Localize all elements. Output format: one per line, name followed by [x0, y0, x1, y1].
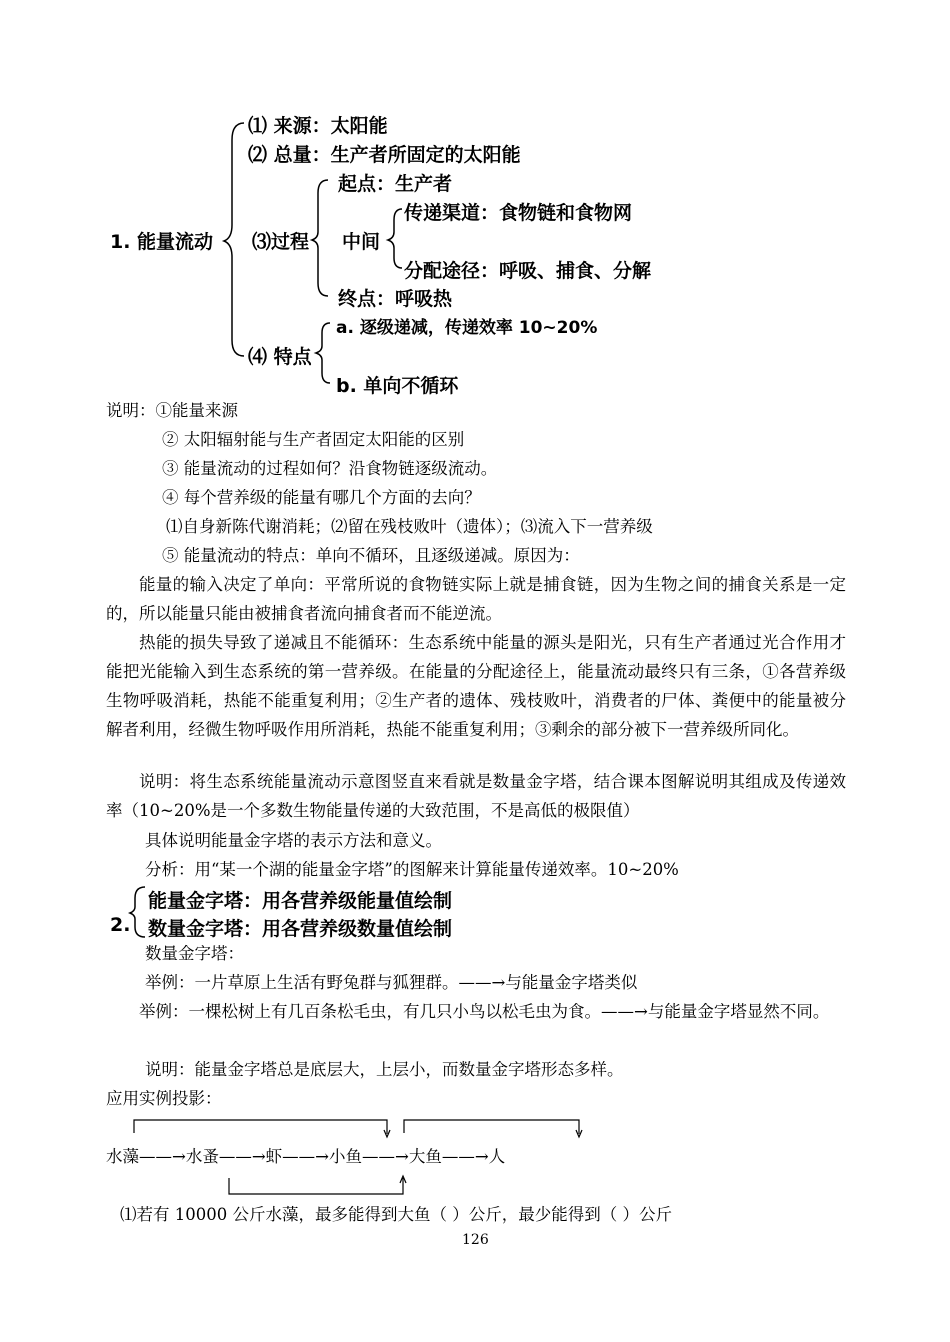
outline1-total: ⑵ 总量：生产者所固定的太阳能 [248, 144, 521, 166]
outline1-title: 1. 能量流动 [110, 231, 214, 253]
connector-water-flea-to-small-fish [134, 1120, 387, 1134]
outline1-start: 起点：生产者 [338, 173, 453, 195]
process-brace [312, 180, 328, 296]
chain-arrow: ——→ [282, 1147, 329, 1166]
chain-item: 大鱼 [408, 1147, 442, 1166]
application-question: ⑴若有 10000 公斤水藻，最多能得到大鱼（ ）公斤，最少能得到（ ）公斤 [120, 1205, 672, 1224]
chain-item: 水藻 [106, 1147, 139, 1166]
outline1-source: ⑴ 来源：太阳能 [248, 115, 388, 137]
chain-item: 虾 [265, 1147, 283, 1166]
outline1-distribution: 分配途径：呼吸、捕食、分解 [404, 260, 652, 282]
paragraph-pyramid-note: 说明：将生态系统能量流动示意图竖直来看就是数量金字塔，结合课本图解说明其组成及传递效率（10~20%是一个多数生物能量传递的大致范围，不是高低的极限值） [106, 772, 846, 820]
outline2-energy: 能量金字塔：用各营养级能量值绘制 [148, 890, 453, 912]
pyramid-heading: 数量金字塔： [145, 944, 244, 963]
paragraph-analysis: 分析：用“某一个湖的能量金字塔”的图解来计算能量传递效率。10~20% [145, 860, 679, 879]
chain-arrow: ——→ [361, 1147, 409, 1166]
middle-brace [388, 209, 402, 268]
note-4: ④ 每个营养级的能量有哪几个方面的去向？ [162, 488, 481, 507]
features-brace [316, 323, 330, 383]
outline1-process: ⑶过程 [252, 231, 310, 253]
note-3: ③ 能量流动的过程如何？沿食物链逐级流动。 [162, 459, 498, 478]
paragraph-heat-loss: 热能的损失导致了递减且不能循环：生态系统中能量的源头是阳光，只有生产者通过光合作用才能把光能输入到生态系统的第一营养级。在能量的分配途径上，能量流动最终只有三条，①各营养级生物呼吸消耗，热能不能重复利用；②生产者的遗体、残枝败叶，消费者的尸体、粪便中的能量被分解者利用，经微生物呼吸作用所消耗，热能不能重复利用；③剩余的部分被下一营养级所同化。 [106, 633, 846, 739]
outline1-end: 终点：呼吸热 [338, 288, 453, 310]
outline1-feature-b: b. 单向不循环 [336, 375, 459, 397]
outline1-channel: 传递渠道：食物链和食物网 [404, 202, 633, 224]
note-2: ② 太阳辐射能与生产者固定太阳能的区别 [162, 430, 465, 449]
outline1-feature-a: a. 逐级递减，传递效率 10~20% [336, 318, 598, 338]
outline2-number: 2. [110, 914, 131, 936]
pyramid-example-2: 举例：一棵松树上有几百条松毛虫，有几只小鸟以松毛虫为食。——→与能量金字塔显然不同。 [139, 1002, 830, 1021]
chain-arrow: ——→ [218, 1147, 266, 1166]
outline1-middle: 中间 [342, 231, 381, 253]
paragraph-pyramid-meaning: 具体说明能量金字塔的表示方法和意义。 [145, 831, 442, 850]
connector-water-flea-to-small-fish-bottom [229, 1178, 403, 1194]
page-number: 126 [462, 1232, 489, 1248]
chain-item: 水蚤 [185, 1147, 219, 1166]
outline1-brace [224, 123, 244, 356]
outline1-features: ⑷ 特点 [248, 346, 312, 368]
food-chain [106, 1142, 505, 1171]
pyramid-example-1: 举例：一片草原上生活有野兔群与狐狸群。——→与能量金字塔类似 [145, 973, 638, 992]
application-heading: 应用实例投影： [106, 1089, 222, 1108]
note-1: 说明：①能量来源 [106, 401, 238, 420]
chain-item: 人 [488, 1147, 506, 1166]
outline2-brace [130, 887, 145, 937]
note-5: ⑴自身新陈代谢消耗；⑵留在残枝败叶（遗体）；⑶流入下一营养级 [166, 517, 653, 536]
pyramid-note: 说明：能量金字塔总是底层大，上层小，而数量金字塔形态多样。 [145, 1060, 624, 1079]
connector-small-fish-to-human-top [404, 1120, 579, 1134]
chain-item: 小鱼 [328, 1147, 362, 1166]
outline2-quantity: 数量金字塔：用各营养级数量值绘制 [148, 918, 453, 940]
chain-arrow: ——→ [139, 1147, 186, 1166]
note-6: ⑤ 能量流动的特点：单向不循环，且逐级递减。原因为： [162, 546, 580, 565]
paragraph-input-direction: 能量的输入决定了单向：平常所说的食物链实际上就是捕食链，因为生物之间的捕食关系是一定的，所以能量只能由被捕食者流向捕食者而不能逆流。 [106, 575, 846, 623]
chain-arrow: ——→ [441, 1147, 489, 1166]
